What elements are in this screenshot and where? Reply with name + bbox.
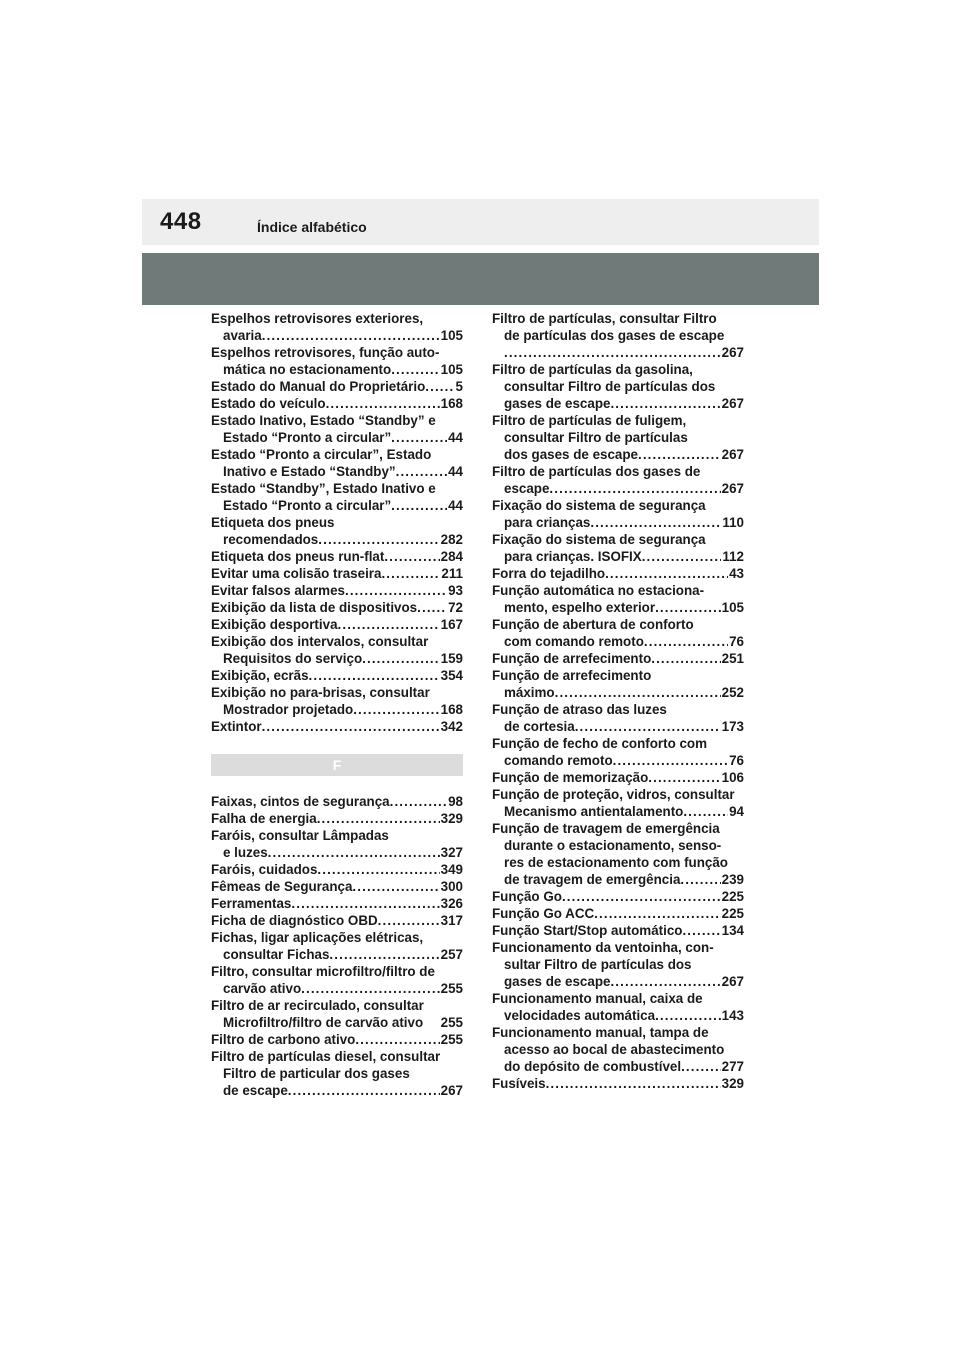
dot-leader [362, 650, 440, 667]
index-entry [492, 888, 744, 905]
page-number: 448 [160, 208, 202, 235]
dot-leader [613, 752, 728, 769]
index-entry [492, 531, 744, 565]
index-entry [492, 922, 744, 939]
dot-leader [651, 650, 720, 667]
index-entry [211, 929, 463, 963]
index-entry [211, 997, 463, 1031]
index-entry-text: Função de arrefecimento [492, 668, 652, 683]
index-entry-text: Falha de energia [211, 811, 317, 826]
dot-leader [590, 514, 721, 531]
dot-leader [681, 1058, 721, 1075]
dot-leader [594, 905, 720, 922]
dot-leader [326, 395, 440, 412]
index-entry-page: 76 [729, 634, 744, 649]
index-entry-text: Funcionamento da ventoinha, con- [492, 940, 714, 955]
index-entry-page: 300 [440, 879, 463, 894]
index-entry-text: Etiqueta dos pneus [211, 515, 335, 530]
index-column-left [211, 310, 463, 1099]
index-entry-text: Estado Inativo, Estado “Standby” e [211, 413, 436, 428]
dot-leader [345, 582, 447, 599]
dot-leader [610, 973, 720, 990]
index-entry-text: Fixação do sistema de segurança [492, 498, 706, 513]
index-entry-text: consultar Filtro de partículas dos [504, 379, 716, 394]
index-entry-page: 44 [448, 464, 463, 479]
index-entry [211, 684, 463, 718]
index-entry-text: Função automática no estaciona- [492, 583, 705, 598]
dot-leader [288, 1082, 440, 1099]
index-entry-text: dos gases de escape [504, 447, 638, 462]
dot-leader [262, 718, 440, 735]
index-entry [211, 514, 463, 548]
index-entry-text: Função de arrefecimento [492, 651, 652, 666]
index-entry-page: 110 [722, 515, 744, 530]
index-entry [492, 1024, 744, 1075]
index-entry-page: 143 [721, 1008, 744, 1023]
index-entry-text: Filtro de partículas, consultar Filtro [492, 311, 717, 326]
index-entry [492, 905, 744, 922]
index-entry-text: máximo [504, 685, 555, 700]
index-entry-text: Filtro de partículas da gasolina, [492, 362, 693, 377]
index-group-f [211, 793, 463, 1099]
index-entry-page: 44 [448, 430, 463, 445]
index-entry-text: Funcionamento manual, caixa de [492, 991, 703, 1006]
index-entry-page: 106 [721, 770, 744, 785]
section-letter-bar [211, 754, 463, 776]
index-entry-text: Função de atraso das luzes [492, 702, 667, 717]
index-entry-page: 267 [721, 396, 744, 411]
dot-leader [425, 378, 454, 395]
dot-leader [317, 810, 440, 827]
index-entry-text: Exibição desportiva [211, 617, 338, 632]
dot-leader [355, 1031, 439, 1048]
index-entry-text: Ficha de diagnóstico OBD [211, 913, 378, 928]
index-entry-text: Função de travagem de emergência [492, 821, 720, 836]
section-letter: F [332, 757, 342, 773]
index-entry-text: Faróis, consultar Lâmpadas [211, 828, 389, 843]
dot-leader [549, 480, 720, 497]
index-entry [211, 480, 463, 514]
index-entry-text: Função de abertura de conforto [492, 617, 694, 632]
index-entry-text: Estado do Manual do Proprietário [211, 379, 426, 394]
index-entry-text: escape [504, 481, 550, 496]
index-entry-text: Fixação do sistema de segurança [492, 532, 706, 547]
index-entry-page: 327 [440, 845, 463, 860]
index-entry-page: 93 [448, 583, 463, 598]
index-entry-text: Evitar falsos alarmes [211, 583, 345, 598]
index-entry-text: velocidades automática [504, 1008, 656, 1023]
index-entry [492, 939, 744, 990]
index-entry-page: 94 [729, 804, 744, 819]
index-entry-text: consultar Filtro de partículas [504, 430, 688, 445]
index-entry-text: Exibição da lista de dispositivos [211, 600, 418, 615]
index-entry [211, 599, 463, 616]
dot-leader [648, 769, 720, 786]
index-entry-page: 255 [440, 1032, 463, 1047]
index-entry-text: Fichas, ligar aplicações elétricas, [211, 930, 424, 945]
index-entry-text: Espelhos retrovisores, função auto- [211, 345, 440, 360]
dot-leader [562, 888, 721, 905]
index-entry-page: 255 [440, 981, 463, 996]
index-entry-page: 225 [721, 906, 744, 921]
index-entry-text: Faixas, cintos de segurança [211, 794, 390, 809]
index-entry-page: 277 [721, 1059, 744, 1074]
index-entry-text: recomendados [223, 532, 319, 547]
index-entry-text: Função de proteção, vidros, consultar [492, 787, 735, 802]
dot-leader [655, 599, 721, 616]
index-entry [211, 667, 463, 684]
dot-leader [317, 861, 439, 878]
index-entry-text: Estado “Pronto a circular” [223, 498, 392, 513]
index-entry [211, 718, 463, 735]
index-entry-text: Função Go [492, 889, 562, 904]
index-entry-page: 167 [440, 617, 463, 632]
index-entry [211, 793, 463, 810]
dot-leader [555, 684, 721, 701]
index-entry-page: 329 [721, 1076, 744, 1091]
dot-leader [417, 599, 447, 616]
index-entry-text: Funcionamento manual, tampa de [492, 1025, 709, 1040]
index-entry [492, 786, 744, 820]
index-entry-text: Exibição no para-brisas, consultar [211, 685, 430, 700]
index-entry-text: Etiqueta dos pneus run-flat [211, 549, 385, 564]
index-entry-text: acesso ao bocal de abastecimento [504, 1042, 725, 1057]
dot-leader [396, 463, 447, 480]
index-entry-text: Filtro de carbono ativo [211, 1032, 356, 1047]
dot-leader [610, 395, 720, 412]
dot-leader [381, 565, 440, 582]
index-entry [211, 310, 463, 344]
index-entry-page: 342 [440, 719, 463, 734]
index-entry [211, 412, 463, 446]
index-entry-page: 43 [729, 566, 744, 581]
index-entry-text: avaria [223, 328, 262, 343]
index-entry-text: Função Start/Stop automático [492, 923, 683, 938]
index-entry-page: 105 [440, 362, 463, 377]
index-entry-text: comando remoto [504, 753, 613, 768]
index-entry-text: Extintor [211, 719, 262, 734]
index-entry [492, 616, 744, 650]
index-entry-text: Inativo e Estado “Standby” [223, 464, 396, 479]
index-entry-text: para crianças. ISOFIX [504, 549, 642, 564]
index-entry-page: 211 [441, 566, 463, 581]
index-entry [211, 616, 463, 633]
index-entry-page: 168 [440, 396, 463, 411]
index-entry-page: 225 [721, 889, 744, 904]
index-entry [492, 701, 744, 735]
index-entry-page: 267 [721, 481, 744, 496]
index-entry-text: sultar Filtro de partículas dos [504, 957, 692, 972]
index-entry-page: 76 [729, 753, 744, 768]
index-entry-text: e luzes [223, 845, 268, 860]
dot-leader [575, 718, 721, 735]
index-entry-text: Filtro de particular dos gases [223, 1066, 410, 1081]
dot-leader [683, 803, 728, 820]
dot-leader [291, 895, 439, 912]
index-entry [492, 735, 744, 769]
index-entry [211, 633, 463, 667]
dot-leader [268, 844, 440, 861]
index-entry [492, 650, 744, 667]
index-entry-text: Filtro de partículas diesel, consultar [211, 1049, 441, 1064]
index-entry-page: 168 [440, 702, 463, 717]
index-entry-page: 44 [448, 498, 463, 513]
dot-leader [353, 701, 439, 718]
header-bar [142, 199, 819, 245]
index-entry-text: Ferramentas [211, 896, 292, 911]
header-band [142, 253, 819, 305]
index-entry-page: 105 [440, 328, 463, 343]
index-entry [492, 412, 744, 463]
index-entry [492, 310, 744, 361]
index-entry-text: do depósito de combustível [504, 1059, 682, 1074]
dot-leader [338, 616, 440, 633]
index-entry-text: mática no estacionamento [223, 362, 392, 377]
index-entry-text: Estado “Pronto a circular”, Estado [211, 447, 432, 462]
index-entry-page: 282 [440, 532, 463, 547]
index-entry-text: consultar Fichas [223, 947, 330, 962]
dot-leader [546, 1075, 721, 1092]
index-entry [211, 344, 463, 378]
index-entry [492, 1075, 744, 1092]
index-entry-page: 329 [440, 811, 463, 826]
index-entry-text: Fusíveis [492, 1076, 546, 1091]
index-entry-text: Fêmeas de Segurança [211, 879, 353, 894]
dot-leader [329, 946, 439, 963]
index-entry [211, 861, 463, 878]
index-group-f-continued [492, 310, 744, 1092]
index-entry-text: carvão ativo [223, 981, 302, 996]
index-entry-text: mento, espelho exterior [504, 600, 656, 615]
index-entry-text: Microfiltro/filtro de carvão ativo [223, 1015, 424, 1030]
dot-leader [504, 344, 721, 361]
index-entry-text: Espelhos retrovisores exteriores, [211, 311, 424, 326]
index-entry [211, 548, 463, 565]
index-entry-page: 317 [440, 913, 463, 928]
index-entry-page: 255 [440, 1015, 463, 1030]
index-entry-text: Função de fecho de conforto com [492, 736, 708, 751]
index-entry [211, 1048, 463, 1099]
index-entry-text: Função Go ACC [492, 906, 595, 921]
index-entry-text: Exibição, ecrãs [211, 668, 309, 683]
index-entry [492, 990, 744, 1024]
index-entry-text: Filtro, consultar microfiltro/filtro de [211, 964, 435, 979]
index-entry-text: de cortesia [504, 719, 575, 734]
index-entry [492, 497, 744, 531]
index-entry [211, 895, 463, 912]
index-group-e [211, 310, 463, 735]
dot-leader [378, 912, 440, 929]
index-entry [211, 912, 463, 929]
index-entry [211, 565, 463, 582]
index-entry-page: 112 [722, 549, 744, 564]
index-entry [211, 810, 463, 827]
index-entry-text: de travagem de emergência [504, 872, 681, 887]
dot-leader [655, 1007, 721, 1024]
index-entry-page: 239 [721, 872, 744, 887]
index-entry [211, 395, 463, 412]
index-entry-text: Filtro de ar recirculado, consultar [211, 998, 424, 1013]
dot-leader [391, 361, 439, 378]
index-entry-page: 134 [721, 923, 744, 938]
index-entry [211, 963, 463, 997]
index-entry [492, 565, 744, 582]
index-entry-page: 105 [721, 600, 744, 615]
index-entry-text: com comando remoto [504, 634, 644, 649]
index-entry-text: gases de escape [504, 396, 611, 411]
index-entry-page: 267 [721, 345, 744, 360]
dot-leader [391, 429, 447, 446]
index-entry-text: gases de escape [504, 974, 611, 989]
index-entry [211, 878, 463, 895]
index-entry-text: Filtro de partículas de fuligem, [492, 413, 687, 428]
dot-leader [391, 497, 447, 514]
dot-leader [682, 922, 720, 939]
dot-leader [638, 446, 721, 463]
index-entry [492, 820, 744, 888]
index-entry-text: Exibição dos intervalos, consultar [211, 634, 429, 649]
index-entry-page: 5 [455, 379, 463, 394]
index-entry-text: durante o estacionamento, senso- [504, 838, 722, 853]
index-entry-page: 257 [440, 947, 463, 962]
index-entry-text: Mostrador projetado [223, 702, 354, 717]
index-entry [211, 378, 463, 395]
index-entry-page: 284 [440, 549, 463, 564]
index-entry-page: 98 [448, 794, 463, 809]
index-entry-page: 267 [440, 1083, 463, 1098]
index-entry [492, 582, 744, 616]
index-entry-text: res de estacionamento com função [504, 855, 728, 870]
index-entry-page: 349 [440, 862, 463, 877]
index-entry-page: 252 [721, 685, 744, 700]
index-entry-text: Função de memorização [492, 770, 649, 785]
index-entry-text: Forra do tejadilho [492, 566, 606, 581]
index-entry-text: Mecanismo antientalamento [504, 804, 684, 819]
dot-leader [390, 793, 447, 810]
dot-leader [605, 565, 728, 582]
dot-leader [680, 871, 720, 888]
index-entry [211, 827, 463, 861]
index-entry-text: Faróis, cuidados [211, 862, 318, 877]
index-entry-text: Estado do veículo [211, 396, 326, 411]
index-entry-page: 159 [440, 651, 463, 666]
index-entry [492, 361, 744, 412]
index-entry [211, 1031, 463, 1048]
index-entry [492, 463, 744, 497]
dot-leader [384, 548, 439, 565]
dot-leader [301, 980, 440, 997]
dot-leader [352, 878, 439, 895]
index-entry-text: Estado “Pronto a circular” [223, 430, 392, 445]
index-entry-page: 173 [721, 719, 744, 734]
index-entry-text: de partículas dos gases de escape [504, 328, 725, 343]
index-entry-text: de escape [223, 1083, 288, 1098]
section-title: Índice alfabético [257, 219, 367, 235]
index-entry-page: 354 [440, 668, 463, 683]
index-column-right [492, 310, 744, 1092]
index-entry [492, 769, 744, 786]
index-entry-text: Requisitos do serviço [223, 651, 363, 666]
dot-leader [262, 327, 440, 344]
dot-leader [644, 633, 728, 650]
index-entry-page: 72 [448, 600, 463, 615]
index-entry-text: Evitar uma colisão traseira [211, 566, 382, 581]
index-entry-page: 267 [721, 447, 744, 462]
index-entry [211, 446, 463, 480]
index-entry [492, 667, 744, 701]
dot-leader [642, 548, 722, 565]
dot-leader [318, 531, 439, 548]
index-entry-page: 267 [721, 974, 744, 989]
index-entry-text: para crianças [504, 515, 591, 530]
index-entry-text: Estado “Standby”, Estado Inativo e [211, 481, 436, 496]
index-entry [211, 582, 463, 599]
index-entry-page: 251 [721, 651, 744, 666]
index-entry-page: 326 [440, 896, 463, 911]
dot-leader [309, 667, 440, 684]
index-entry-text: Filtro de partículas dos gases de [492, 464, 701, 479]
